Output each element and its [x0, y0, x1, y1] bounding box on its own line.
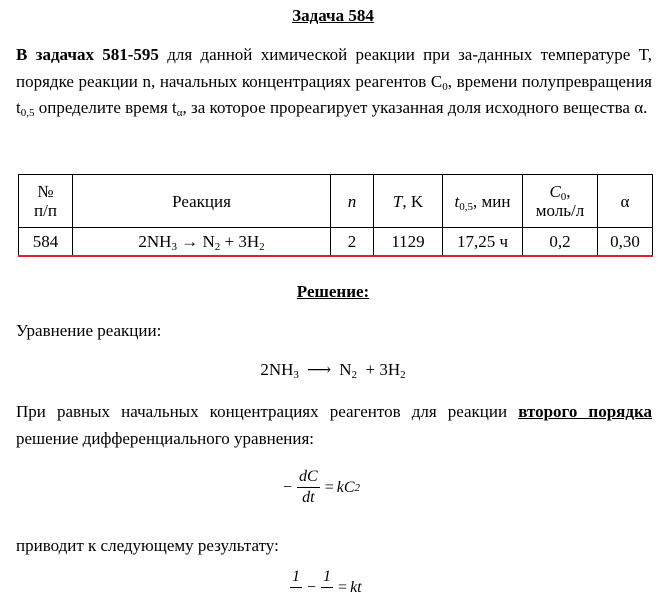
header-order: n [331, 175, 374, 228]
differential-equation: − $\frac{dC}{dt}$ = kC 2 [283, 468, 361, 506]
task-data-table [18, 174, 653, 257]
header-concentration: $C_0$, моль/л [523, 175, 598, 228]
reaction-equation: $2NH_3$ ⟶ $N_2 + 3H_2$ [260, 360, 406, 381]
second-order-paragraph: При равных начальных концентрациях реагентов для реакции второго порядка решение дифференциального уравнения: [16, 402, 652, 448]
reaction-arrow-icon: ⟶ [306, 360, 332, 379]
table-header-row [19, 175, 653, 228]
header-number: № п/п [19, 175, 73, 228]
cell-order: 2 [331, 228, 374, 257]
reaction-equation-label: Уравнение реакции: [16, 321, 162, 340]
cell-reaction: $2NH_3 \to N_2 + 3H_2$ [73, 228, 331, 257]
cell-half-life: 17,25 ч [443, 228, 523, 257]
second-order-emphasis: второго порядка [518, 402, 652, 421]
task-title: Задача 584 [292, 6, 374, 25]
header-alpha: α [598, 175, 653, 228]
solution-heading: Решение: [296, 282, 370, 301]
header-half-life: $t_{0,5}$, мин [443, 175, 523, 228]
task-statement: В задачах 581-595 для данной химической реакции при за-данных температуре T, порядке реакции n, начальных концентрациях реагентов $C_0$, времени полупревращения $t_{0,5}$ определите время $t_\alpha$, за которое прореагирует указанная доля исходного вещества α. [16, 45, 652, 119]
table-row [19, 228, 653, 257]
cell-alpha: 0,30 [598, 228, 653, 257]
header-reaction: Реакция [73, 175, 331, 228]
result-intro: приводит к следующему результату: [16, 536, 279, 555]
cell-concentration: 0,2 [523, 228, 598, 257]
cell-number: 584 [19, 228, 73, 257]
integrated-rate-equation: 1 − 1 = kt [292, 568, 362, 596]
header-temperature: T, K [374, 175, 443, 228]
task-range: В задачах 581-595 [16, 45, 159, 64]
cell-temperature: 1129 [374, 228, 443, 257]
